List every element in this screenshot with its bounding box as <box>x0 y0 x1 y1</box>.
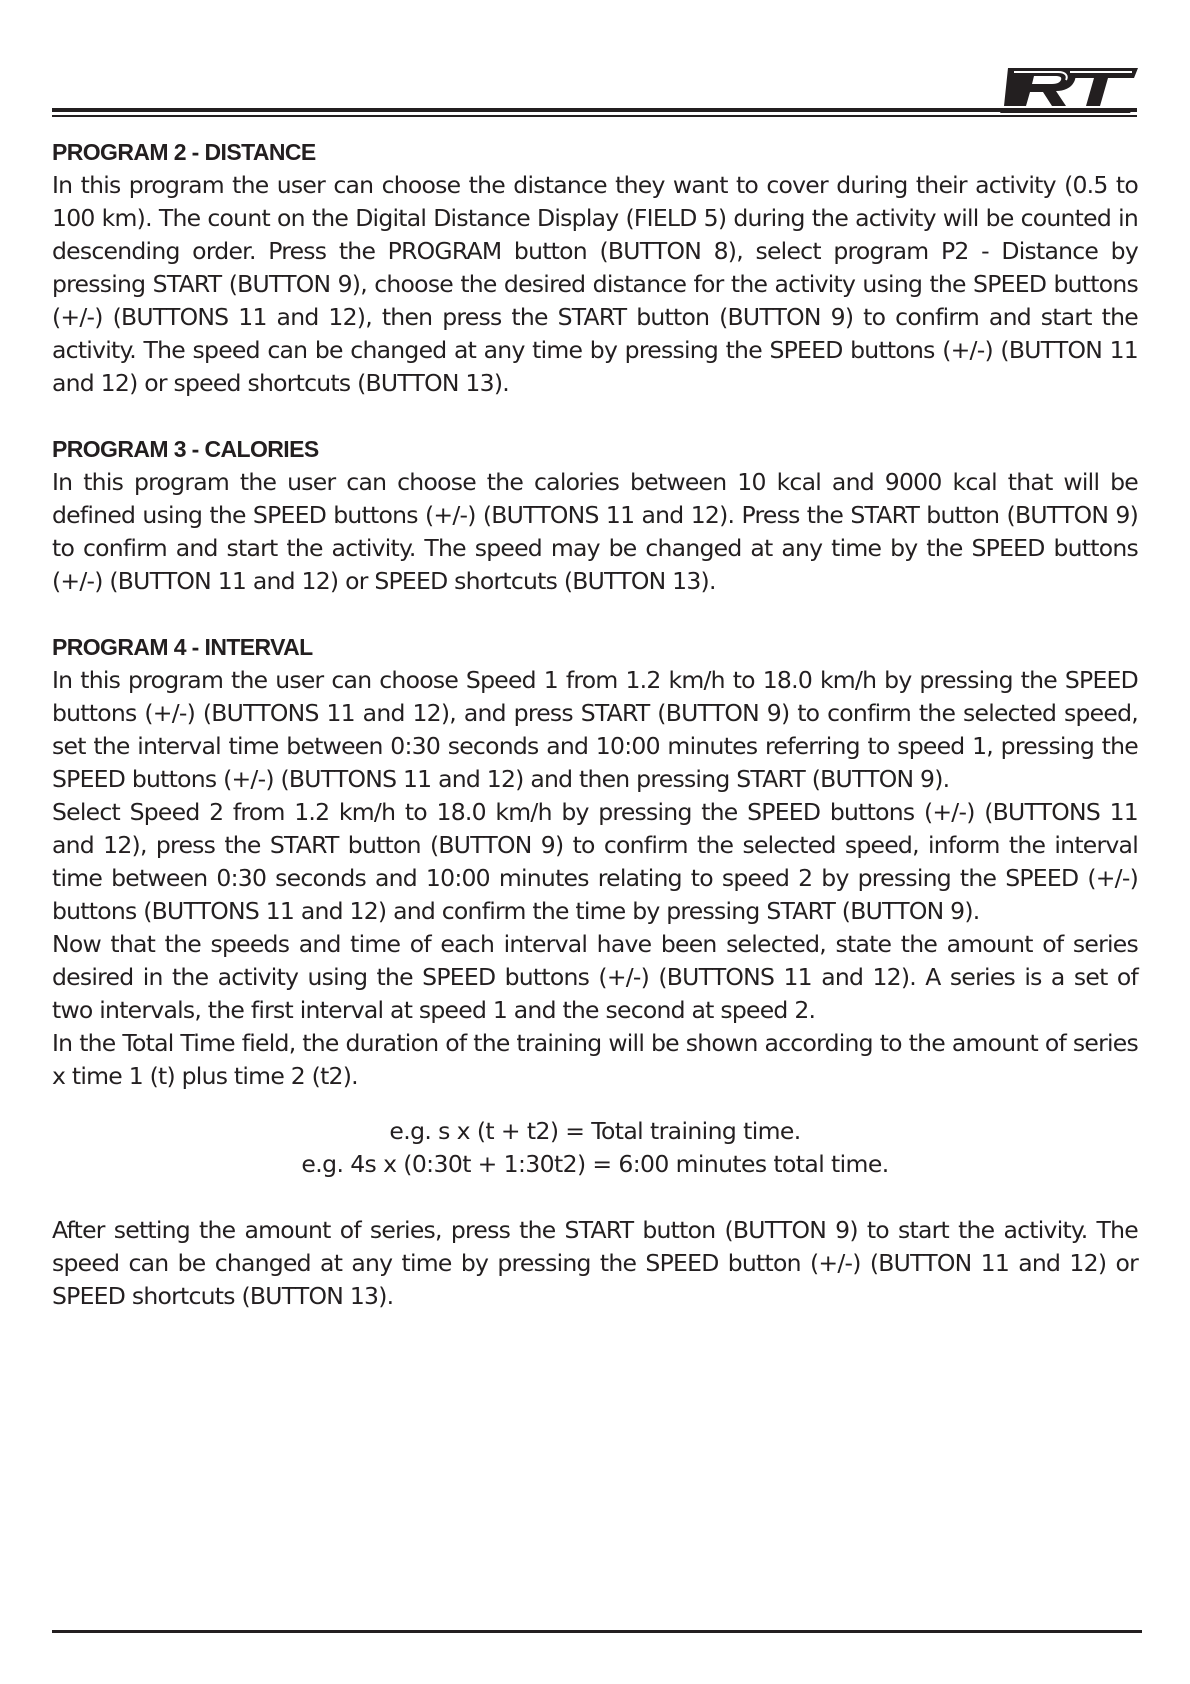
formula-block <box>52 1115 1138 1181</box>
section-paragraph: Now that the speeds and time of each interval have been selected, state the amount of series desired in the activity using the SPEED buttons (+/-) (BUTTONS 11 and 12). A series is a set of two intervals, the first interval at speed 1 and the second at speed 2. <box>52 930 1138 1024</box>
closing-paragraph: After setting the amount of series, press the START button (BUTTON 9) to start the activity. The speed can be changed at any time by pressing the SPEED button (+/-) (BUTTON 11 and 12) or SPEED shortcuts (BUTTON 13). <box>52 1216 1138 1310</box>
section-program-3 <box>52 433 1138 598</box>
section-paragraph: In the Total Time field, the duration of the training will be shown according to the amount of series x time 1 (t) plus time 2 (t2). <box>52 1029 1138 1090</box>
page-content <box>52 136 1138 1346</box>
section-paragraph: Select Speed 2 from 1.2 km/h to 18.0 km/h by pressing the SPEED buttons (+/-) (BUTTONS 11 and 12), press the START button (BUTTON 9) to confirm the selected speed, inform the interval time between 0:30 seconds and 10:00 minutes relating to speed 2 by pressing the SPEED (+/-) buttons (BUTTONS 11 and 12) and confirm the time by pressing START (BUTTON 9). <box>52 798 1138 925</box>
section-paragraph: In this program the user can choose the distance they want to cover during their activity (0.5 to 100 km). The count on the Digital Distance Display (FIELD 5) during the activity will be counted in descending order. Press the PROGRAM button (BUTTON 8), select program P2 - Distance by pressing START (BUTTON 9), choose the desired distance for the activity using the SPEED buttons (+/-) (BUTTONS 11 and 12), then press the START button (BUTTON 9) to confirm and start the activity. The speed can be changed at any time by pressing the SPEED buttons (+/-) (BUTTON 11 and 12) or speed shortcuts (BUTTON 13). <box>52 171 1138 397</box>
formula-line: e.g. s x (t + t2) = Total training time. <box>389 1117 801 1145</box>
section-program-2 <box>52 136 1138 400</box>
formula-line: e.g. 4s x (0:30t + 1:30t2) = 6:00 minutes total time. <box>301 1150 889 1178</box>
section-program-4 <box>52 631 1138 1313</box>
section-heading: PROGRAM 3 - CALORIES <box>52 436 319 462</box>
section-paragraph: In this program the user can choose the calories between 10 kcal and 9000 kcal that will be defined using the SPEED buttons (+/-) (BUTTONS 11 and 12). Press the START button (BUTTON 9) to confirm and start the activity. The speed may be changed at any time by the SPEED buttons (+/-) (BUTTON 11 and 12) or SPEED shortcuts (BUTTON 13). <box>52 468 1138 595</box>
header-rule <box>52 108 1137 112</box>
header-rule-thin <box>52 115 1137 117</box>
section-paragraph: In this program the user can choose Speed 1 from 1.2 km/h to 18.0 km/h by pressing the SPEED buttons (+/-) (BUTTONS 11 and 12), and press START (BUTTON 9) to confirm the selected speed, set the interval time between 0:30 seconds and 10:00 minutes referring to speed 1, pressing the SPEED buttons (+/-) (BUTTONS 11 and 12) and then pressing START (BUTTON 9). <box>52 666 1138 793</box>
section-heading: PROGRAM 2 - DISTANCE <box>52 139 316 165</box>
footer-rule <box>52 1630 1142 1633</box>
section-heading: PROGRAM 4 - INTERVAL <box>52 634 313 660</box>
